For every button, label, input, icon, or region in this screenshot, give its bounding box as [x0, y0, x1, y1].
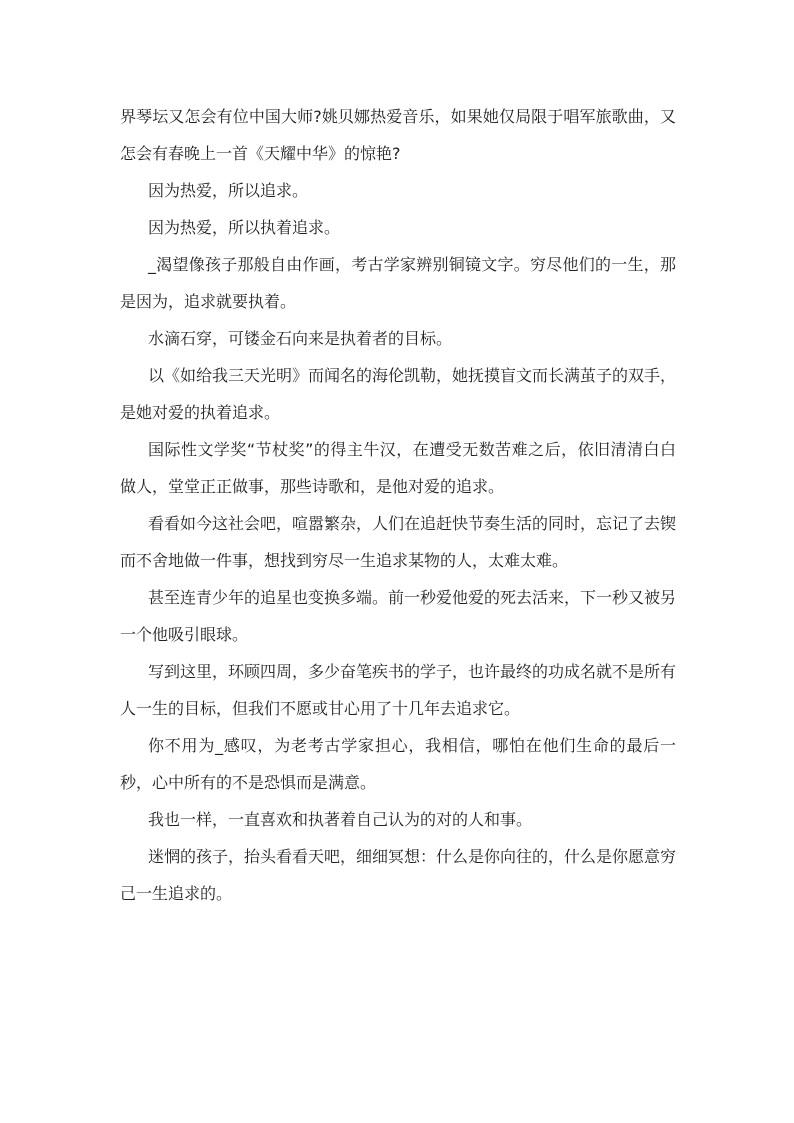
paragraph-12: 我也一样，一直喜欢和执著着自己认为的对的人和事。 — [148, 810, 533, 829]
paragraph-7: 国际性文学奖“节杖奖”的得主牛汉，在遭受无数苦难之后，依旧清清白白做人，堂堂正正做事，那些诗歌和，是他对爱的追求。 — [120, 440, 676, 496]
paragraph-6: 以《如给我三天光明》而闻名的海伦凯勒，她抚摸盲文而长满茧子的双手，是她对爱的执着追求。 — [120, 366, 677, 422]
paragraph-11: 你不用为_感叹，为老考古学家担心，我相信，哪怕在他们生命的最后一秒，心中所有的不是恐惧而是满意。 — [120, 736, 676, 792]
paragraph-1: 界琴坛又怎会有位中国大师?姚贝娜热爱音乐，如果她仅局限于唱军旅歌曲，又怎会有春晚上一首《天耀中华》的惊艳? — [120, 107, 676, 163]
paragraph-5: 水滴石穿，可镂金石向来是执着者的目标。 — [148, 329, 453, 348]
paragraph-10: 写到这里，环顾四周，多少奋笔疾书的学子，也许最终的功成名就不是所有人一生的目标，但我们不愿或甘心用了十几年去追求它。 — [120, 662, 677, 718]
paragraph-3: 因为热爱，所以执着追求。 — [148, 218, 341, 237]
document-body — [120, 98, 676, 912]
paragraph-8: 看看如今这社会吧，喧嚣繁杂，人们在追赶快节奏生活的同时，忘记了去锲而不舍地做一件事，想找到穷尽一生追求某物的人，太难太难。 — [120, 514, 677, 570]
paragraph-2: 因为热爱，所以追求。 — [148, 181, 309, 200]
paragraph-13: 迷惘的孩子，抬头看看天吧，细细冥想：什么是你向往的，什么是你愿意穷己一生追求的。 — [120, 847, 677, 903]
paragraph-4: _渴望像孩子那般自由作画，考古学家辨别铜镜文字。穷尽他们的一生，那是因为，追求就要执着。 — [120, 255, 676, 311]
paragraph-9: 甚至连青少年的追星也变换多端。前一秒爱他爱的死去活来，下一秒又被另一个他吸引眼球。 — [120, 588, 677, 644]
